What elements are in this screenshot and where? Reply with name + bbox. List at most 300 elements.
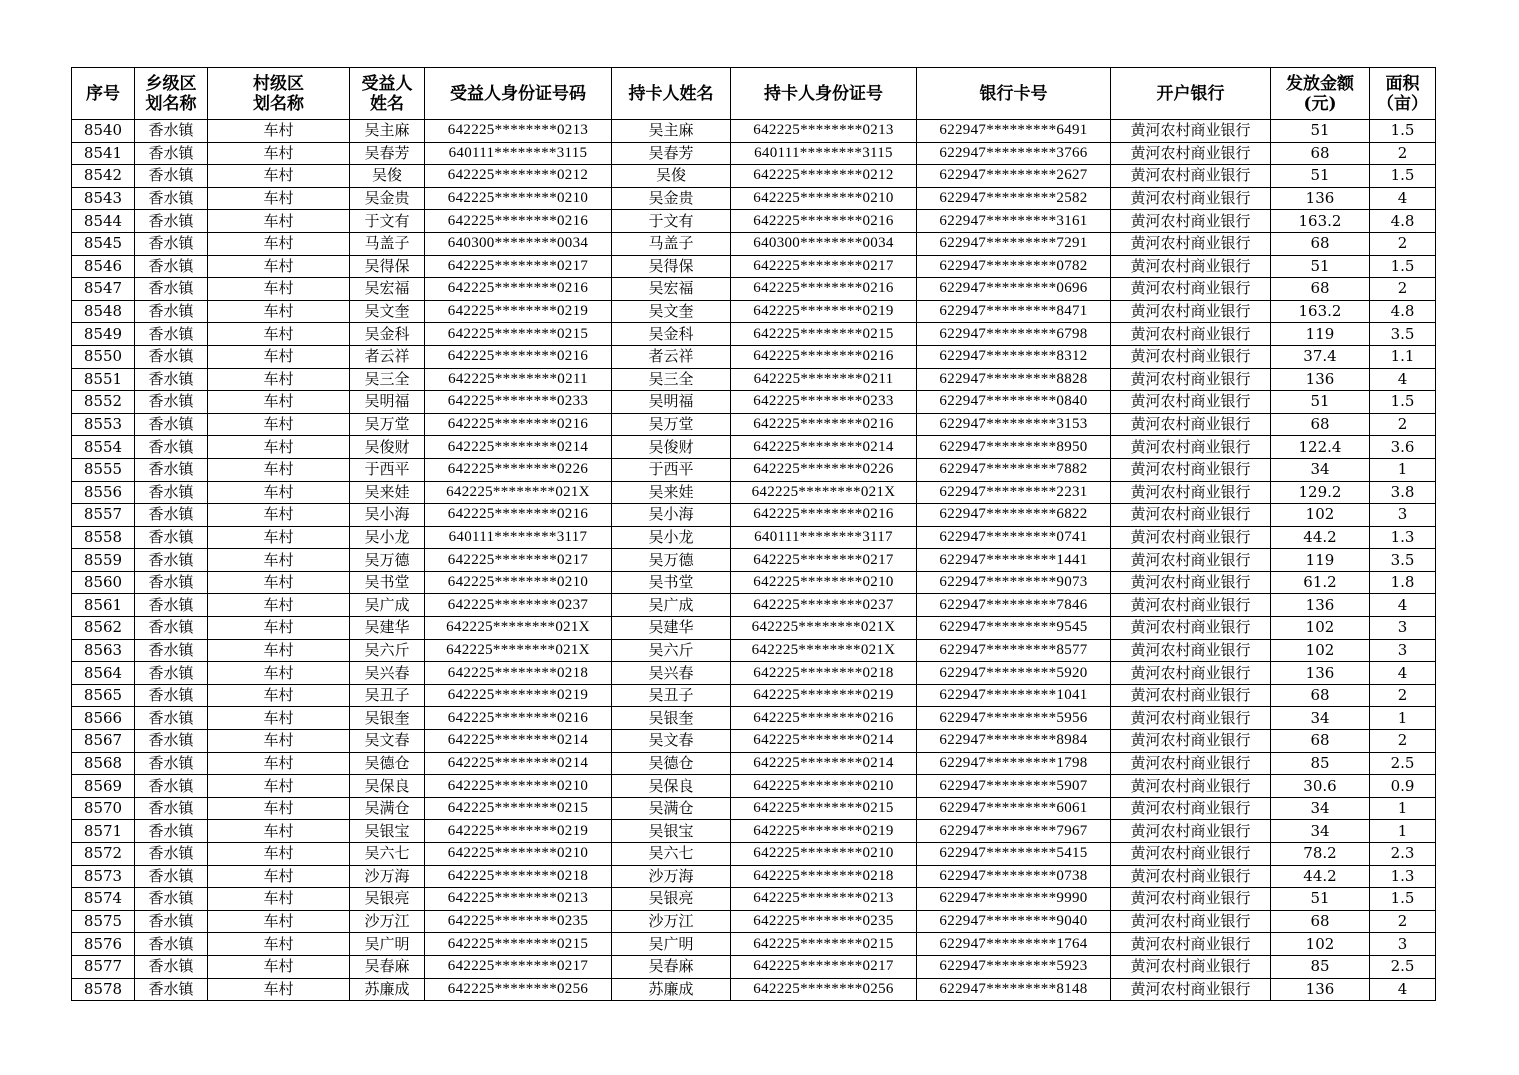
cell-village: 车村 [208,142,350,165]
cell-township: 香水镇 [135,526,208,549]
cell-township: 香水镇 [135,978,208,1001]
cell-beneficiary-name: 吴银亮 [350,888,425,911]
cell-amount: 102 [1271,504,1370,527]
cell-village: 车村 [208,187,350,210]
table-row [72,820,1436,843]
cell-village: 车村 [208,391,350,414]
cell-cardholder-name: 马盖子 [612,232,731,255]
cell-township: 香水镇 [135,436,208,459]
cell-beneficiary-id: 642225********0214 [425,436,612,459]
cell-bank-card: 622947*********6822 [917,504,1111,527]
cell-amount: 136 [1271,594,1370,617]
cell-area: 1.5 [1370,165,1436,188]
cell-area: 4.8 [1370,300,1436,323]
cell-beneficiary-name: 吴宏福 [350,278,425,301]
cell-cardholder-name: 吴兴春 [612,662,731,685]
cell-area: 2.5 [1370,955,1436,978]
cell-cardholder-id: 642225********0214 [731,436,917,459]
table-row [72,617,1436,640]
cell-cardholder-name: 吴万堂 [612,413,731,436]
cell-beneficiary-name: 马盖子 [350,232,425,255]
table-row [72,165,1436,188]
cell-beneficiary-name: 吴广明 [350,933,425,956]
cell-beneficiary-name: 吴金科 [350,323,425,346]
cell-index: 8576 [72,933,135,956]
cell-beneficiary-id: 642225********0212 [425,165,612,188]
cell-bank-card: 622947*********9990 [917,888,1111,911]
cell-index: 8556 [72,481,135,504]
table-row [72,549,1436,572]
cell-index: 8545 [72,232,135,255]
cell-township: 香水镇 [135,955,208,978]
cell-bank-card: 622947*********0782 [917,255,1111,278]
cell-cardholder-id: 642225********021X [731,617,917,640]
cell-index: 8570 [72,797,135,820]
cell-township: 香水镇 [135,775,208,798]
table-row [72,142,1436,165]
cell-village: 车村 [208,458,350,481]
cell-bank: 黄河农村商业银行 [1111,820,1271,843]
cell-village: 车村 [208,571,350,594]
cell-index: 8551 [72,368,135,391]
cell-beneficiary-id: 642225********0216 [425,504,612,527]
cell-area: 3 [1370,933,1436,956]
cell-cardholder-id: 642225********0216 [731,278,917,301]
cell-cardholder-id: 642225********0210 [731,571,917,594]
cell-index: 8549 [72,323,135,346]
table-row [72,300,1436,323]
cell-beneficiary-name: 吴万堂 [350,413,425,436]
cell-bank-card: 622947*********7967 [917,820,1111,843]
cell-cardholder-name: 于西平 [612,458,731,481]
cell-amount: 102 [1271,639,1370,662]
table-row [72,888,1436,911]
cell-area: 4 [1370,187,1436,210]
cell-beneficiary-id: 642225********0219 [425,300,612,323]
cell-index: 8557 [72,504,135,527]
header-bank: 开户银行 [1111,68,1271,120]
cell-village: 车村 [208,978,350,1001]
cell-cardholder-id: 640111********3117 [731,526,917,549]
cell-village: 车村 [208,345,350,368]
cell-township: 香水镇 [135,843,208,866]
cell-cardholder-id: 642225********0217 [731,955,917,978]
cell-area: 1.5 [1370,391,1436,414]
cell-bank-card: 622947*********3766 [917,142,1111,165]
cell-beneficiary-name: 吴书堂 [350,571,425,594]
cell-township: 香水镇 [135,210,208,233]
cell-amount: 163.2 [1271,210,1370,233]
cell-village: 车村 [208,933,350,956]
cell-amount: 51 [1271,120,1370,143]
cell-township: 香水镇 [135,617,208,640]
cell-beneficiary-name: 者云祥 [350,345,425,368]
cell-area: 3.5 [1370,323,1436,346]
cell-village: 车村 [208,752,350,775]
table-row [72,458,1436,481]
cell-village: 车村 [208,413,350,436]
cell-amount: 119 [1271,323,1370,346]
cell-amount: 68 [1271,232,1370,255]
cell-bank-card: 622947*********8148 [917,978,1111,1001]
cell-amount: 51 [1271,888,1370,911]
cell-amount: 122.4 [1271,436,1370,459]
cell-beneficiary-name: 吴银奎 [350,707,425,730]
cell-bank: 黄河农村商业银行 [1111,797,1271,820]
cell-cardholder-name: 吴银亮 [612,888,731,911]
cell-cardholder-name: 吴万德 [612,549,731,572]
cell-amount: 85 [1271,955,1370,978]
cell-index: 8541 [72,142,135,165]
cell-index: 8543 [72,187,135,210]
table-row [72,210,1436,233]
cell-township: 香水镇 [135,639,208,662]
cell-cardholder-name: 吴明福 [612,391,731,414]
cell-village: 车村 [208,504,350,527]
cell-beneficiary-name: 吴春麻 [350,955,425,978]
cell-village: 车村 [208,843,350,866]
cell-cardholder-id: 642225********0216 [731,345,917,368]
cell-beneficiary-name: 吴万德 [350,549,425,572]
cell-village: 车村 [208,323,350,346]
cell-beneficiary-id: 642225********0210 [425,187,612,210]
cell-bank-card: 622947*********9073 [917,571,1111,594]
cell-bank-card: 622947*********9040 [917,910,1111,933]
cell-bank-card: 622947*********8577 [917,639,1111,662]
cell-bank: 黄河农村商业银行 [1111,120,1271,143]
cell-bank: 黄河农村商业银行 [1111,481,1271,504]
cell-bank: 黄河农村商业银行 [1111,684,1271,707]
cell-amount: 78.2 [1271,843,1370,866]
cell-amount: 68 [1271,684,1370,707]
cell-area: 4 [1370,662,1436,685]
cell-index: 8550 [72,345,135,368]
cell-township: 香水镇 [135,481,208,504]
cell-index: 8559 [72,549,135,572]
cell-beneficiary-id: 642225********0256 [425,978,612,1001]
cell-township: 香水镇 [135,120,208,143]
cell-area: 3 [1370,639,1436,662]
cell-cardholder-name: 吴文奎 [612,300,731,323]
cell-area: 2.3 [1370,843,1436,866]
cell-index: 8547 [72,278,135,301]
header-township: 乡级区 划名称 [135,68,208,120]
cell-bank-card: 622947*********7882 [917,458,1111,481]
cell-index: 8569 [72,775,135,798]
cell-bank-card: 622947*********1764 [917,933,1111,956]
cell-beneficiary-name: 吴银宝 [350,820,425,843]
cell-bank: 黄河农村商业银行 [1111,730,1271,753]
cell-index: 8573 [72,865,135,888]
table-row [72,684,1436,707]
cell-cardholder-id: 642225********0216 [731,707,917,730]
cell-bank-card: 622947*********7291 [917,232,1111,255]
cell-bank-card: 622947*********2582 [917,187,1111,210]
cell-cardholder-name: 吴保良 [612,775,731,798]
cell-index: 8562 [72,617,135,640]
cell-bank-card: 622947*********6061 [917,797,1111,820]
cell-beneficiary-id: 642225********0215 [425,323,612,346]
cell-beneficiary-name: 于西平 [350,458,425,481]
table-row [72,797,1436,820]
cell-bank: 黄河农村商业银行 [1111,662,1271,685]
cell-cardholder-id: 642225********0210 [731,775,917,798]
cell-cardholder-name: 吴三全 [612,368,731,391]
cell-amount: 61.2 [1271,571,1370,594]
cell-township: 香水镇 [135,730,208,753]
cell-beneficiary-id: 642225********0215 [425,797,612,820]
cell-cardholder-name: 吴金贵 [612,187,731,210]
cell-bank-card: 622947*********1441 [917,549,1111,572]
cell-township: 香水镇 [135,165,208,188]
cell-bank-card: 622947*********0696 [917,278,1111,301]
cell-index: 8574 [72,888,135,911]
cell-cardholder-name: 吴银宝 [612,820,731,843]
table-row [72,345,1436,368]
cell-bank-card: 622947*********5415 [917,843,1111,866]
cell-beneficiary-id: 642225********0218 [425,662,612,685]
cell-amount: 34 [1271,707,1370,730]
table-row [72,413,1436,436]
table-row [72,323,1436,346]
cell-bank: 黄河农村商业银行 [1111,187,1271,210]
cell-bank: 黄河农村商业银行 [1111,526,1271,549]
table-row [72,255,1436,278]
cell-cardholder-name: 吴六斤 [612,639,731,662]
table-row [72,594,1436,617]
cell-area: 4 [1370,594,1436,617]
cell-beneficiary-name: 吴德仓 [350,752,425,775]
cell-bank: 黄河农村商业银行 [1111,752,1271,775]
cell-cardholder-id: 642225********0256 [731,978,917,1001]
cell-beneficiary-name: 苏廉成 [350,978,425,1001]
cell-cardholder-name: 吴银奎 [612,707,731,730]
cell-beneficiary-id: 642225********0216 [425,278,612,301]
cell-cardholder-id: 642225********0213 [731,888,917,911]
cell-cardholder-name: 于文有 [612,210,731,233]
cell-township: 香水镇 [135,300,208,323]
header-bank-card: 银行卡号 [917,68,1111,120]
cell-amount: 34 [1271,797,1370,820]
cell-cardholder-name: 吴丑子 [612,684,731,707]
cell-index: 8575 [72,910,135,933]
table-row [72,436,1436,459]
cell-cardholder-id: 642225********0219 [731,684,917,707]
cell-area: 1.3 [1370,865,1436,888]
table-row [72,481,1436,504]
cell-cardholder-id: 642225********0216 [731,210,917,233]
cell-index: 8546 [72,255,135,278]
cell-beneficiary-name: 吴六斤 [350,639,425,662]
cell-bank: 黄河农村商业银行 [1111,165,1271,188]
cell-cardholder-id: 642225********021X [731,481,917,504]
table-row [72,707,1436,730]
cell-amount: 30.6 [1271,775,1370,798]
cell-index: 8552 [72,391,135,414]
cell-township: 香水镇 [135,323,208,346]
cell-bank: 黄河农村商业银行 [1111,955,1271,978]
cell-village: 车村 [208,255,350,278]
table-row [72,526,1436,549]
cell-cardholder-name: 吴得保 [612,255,731,278]
cell-bank: 黄河农村商业银行 [1111,910,1271,933]
cell-amount: 136 [1271,187,1370,210]
cell-index: 8555 [72,458,135,481]
cell-amount: 136 [1271,368,1370,391]
cell-cardholder-id: 642225********0211 [731,368,917,391]
cell-bank: 黄河农村商业银行 [1111,278,1271,301]
cell-beneficiary-id: 642225********0237 [425,594,612,617]
cell-cardholder-name: 吴主麻 [612,120,731,143]
table-row [72,910,1436,933]
cell-cardholder-id: 642225********0237 [731,594,917,617]
cell-cardholder-name: 吴广成 [612,594,731,617]
cell-index: 8558 [72,526,135,549]
cell-cardholder-id: 642225********0219 [731,820,917,843]
cell-bank: 黄河农村商业银行 [1111,391,1271,414]
cell-township: 香水镇 [135,232,208,255]
cell-cardholder-name: 吴德仓 [612,752,731,775]
cell-index: 8572 [72,843,135,866]
cell-bank-card: 622947*********8312 [917,345,1111,368]
cell-township: 香水镇 [135,458,208,481]
cell-bank-card: 622947*********6491 [917,120,1111,143]
cell-beneficiary-name: 吴广成 [350,594,425,617]
cell-index: 8566 [72,707,135,730]
cell-township: 香水镇 [135,549,208,572]
cell-bank-card: 622947*********5920 [917,662,1111,685]
cell-index: 8561 [72,594,135,617]
cell-cardholder-id: 642225********0215 [731,797,917,820]
cell-beneficiary-id: 642225********0233 [425,391,612,414]
cell-beneficiary-id: 642225********0217 [425,955,612,978]
cell-bank: 黄河农村商业银行 [1111,345,1271,368]
cell-cardholder-id: 642225********0213 [731,120,917,143]
cell-amount: 68 [1271,730,1370,753]
cell-beneficiary-name: 吴俊财 [350,436,425,459]
cell-cardholder-name: 苏廉成 [612,978,731,1001]
cell-area: 1 [1370,797,1436,820]
cell-beneficiary-id: 642225********0211 [425,368,612,391]
cell-beneficiary-name: 吴建华 [350,617,425,640]
cell-area: 4 [1370,978,1436,1001]
cell-area: 1.1 [1370,345,1436,368]
cell-bank-card: 622947*********0840 [917,391,1111,414]
cell-amount: 44.2 [1271,526,1370,549]
cell-cardholder-id: 642225********0214 [731,730,917,753]
cell-amount: 163.2 [1271,300,1370,323]
cell-area: 1.5 [1370,888,1436,911]
cell-cardholder-id: 642225********0235 [731,910,917,933]
cell-village: 车村 [208,639,350,662]
cell-amount: 85 [1271,752,1370,775]
cell-cardholder-id: 642225********0215 [731,933,917,956]
cell-village: 车村 [208,278,350,301]
cell-beneficiary-name: 吴保良 [350,775,425,798]
cell-index: 8567 [72,730,135,753]
cell-area: 2.5 [1370,752,1436,775]
cell-township: 香水镇 [135,865,208,888]
cell-bank: 黄河农村商业银行 [1111,617,1271,640]
cell-beneficiary-id: 642225********0213 [425,888,612,911]
cell-township: 香水镇 [135,571,208,594]
cell-cardholder-id: 642225********0215 [731,323,917,346]
header-index: 序号 [72,68,135,120]
cell-bank: 黄河农村商业银行 [1111,255,1271,278]
cell-amount: 68 [1271,413,1370,436]
cell-beneficiary-id: 640300********0034 [425,232,612,255]
table-row [72,391,1436,414]
cell-index: 8540 [72,120,135,143]
cell-village: 车村 [208,549,350,572]
cell-area: 2 [1370,413,1436,436]
cell-beneficiary-id: 642225********0219 [425,820,612,843]
cell-beneficiary-name: 吴春芳 [350,142,425,165]
cell-beneficiary-id: 642225********0210 [425,775,612,798]
cell-bank-card: 622947*********8950 [917,436,1111,459]
header-area: 面积 （亩） [1370,68,1436,120]
cell-amount: 51 [1271,165,1370,188]
table-row [72,865,1436,888]
cell-area: 3 [1370,504,1436,527]
cell-beneficiary-name: 吴六七 [350,843,425,866]
cell-beneficiary-name: 于文有 [350,210,425,233]
table-row [72,955,1436,978]
table-row [72,978,1436,1001]
cell-area: 4 [1370,368,1436,391]
cell-beneficiary-id: 642225********021X [425,617,612,640]
cell-village: 车村 [208,775,350,798]
cell-cardholder-name: 者云祥 [612,345,731,368]
cell-bank: 黄河农村商业银行 [1111,865,1271,888]
cell-area: 1.3 [1370,526,1436,549]
cell-township: 香水镇 [135,413,208,436]
cell-township: 香水镇 [135,684,208,707]
cell-bank-card: 622947*********5907 [917,775,1111,798]
cell-township: 香水镇 [135,187,208,210]
cell-cardholder-name: 吴文春 [612,730,731,753]
cell-cardholder-id: 642225********021X [731,639,917,662]
cell-cardholder-name: 吴俊财 [612,436,731,459]
cell-beneficiary-id: 642225********021X [425,481,612,504]
cell-cardholder-name: 吴书堂 [612,571,731,594]
cell-beneficiary-id: 640111********3115 [425,142,612,165]
cell-bank: 黄河农村商业银行 [1111,504,1271,527]
cell-amount: 34 [1271,458,1370,481]
cell-beneficiary-id: 642225********0213 [425,120,612,143]
table-row [72,639,1436,662]
cell-cardholder-name: 沙万江 [612,910,731,933]
cell-area: 3 [1370,617,1436,640]
cell-amount: 51 [1271,391,1370,414]
cell-beneficiary-name: 吴俊 [350,165,425,188]
cell-township: 香水镇 [135,255,208,278]
cell-village: 车村 [208,820,350,843]
header-amount: 发放金额 (元) [1271,68,1370,120]
cell-bank-card: 622947*********8984 [917,730,1111,753]
cell-area: 2 [1370,730,1436,753]
header-cardholder-name: 持卡人姓名 [612,68,731,120]
cell-cardholder-name: 吴小海 [612,504,731,527]
cell-beneficiary-id: 642225********0217 [425,255,612,278]
cell-cardholder-name: 吴建华 [612,617,731,640]
cell-township: 香水镇 [135,368,208,391]
cell-bank: 黄河农村商业银行 [1111,594,1271,617]
cell-cardholder-id: 640300********0034 [731,232,917,255]
cell-beneficiary-name: 吴三全 [350,368,425,391]
cell-index: 8564 [72,662,135,685]
cell-bank-card: 622947*********0741 [917,526,1111,549]
